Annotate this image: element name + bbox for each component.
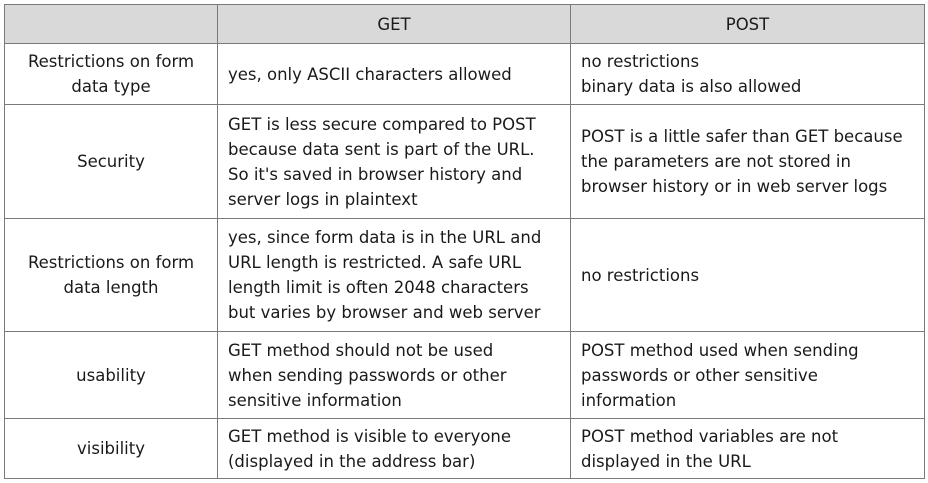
row-label-line: Security bbox=[77, 152, 145, 171]
header-post: POST bbox=[571, 5, 925, 44]
post-cell-line: POST is a little safer than GET because bbox=[581, 127, 903, 146]
get-cell-line: GET is less secure compared to POST bbox=[228, 114, 536, 134]
table-row-form-data-length bbox=[5, 219, 925, 332]
get-cell bbox=[218, 419, 571, 479]
get-cell-line: but varies by browser and web server bbox=[228, 303, 541, 322]
post-cell bbox=[571, 44, 925, 105]
post-cell bbox=[571, 332, 925, 419]
post-cell bbox=[571, 219, 925, 332]
get-cell-line: length limit is often 2048 characters bbox=[228, 278, 529, 297]
get-cell-line: (displayed in the address bar) bbox=[228, 451, 476, 471]
get-cell-line: GET method should not be used bbox=[228, 340, 494, 360]
get-cell bbox=[218, 332, 571, 419]
post-cell bbox=[571, 419, 925, 479]
get-cell-line: GET method is visible to everyone bbox=[228, 426, 512, 446]
header-corner-cell bbox=[5, 5, 218, 44]
post-cell-line: binary data is also allowed bbox=[581, 77, 802, 96]
row-label-line: visibility bbox=[77, 439, 145, 458]
post-cell-line: passwords or other sensitive bbox=[581, 365, 818, 385]
post-cell-line: no restrictions bbox=[581, 265, 700, 285]
row-label-cell bbox=[5, 419, 218, 479]
header-get: GET bbox=[218, 5, 571, 44]
comparison-page bbox=[4, 4, 925, 479]
get-cell-line: yes, only ASCII characters allowed bbox=[228, 64, 512, 84]
get-cell bbox=[218, 105, 571, 219]
post-cell bbox=[571, 105, 925, 219]
row-label-cell bbox=[5, 332, 218, 419]
get-cell-line: So it's saved in browser history and bbox=[228, 164, 523, 184]
post-cell-line: browser history or in web server logs bbox=[581, 177, 888, 196]
table-row-security bbox=[5, 105, 925, 219]
post-cell-line: POST method used when sending bbox=[581, 340, 859, 360]
table-row-form-data-type bbox=[5, 44, 925, 105]
get-cell bbox=[218, 44, 571, 105]
header-row bbox=[5, 5, 925, 44]
post-cell-line: displayed in the URL bbox=[581, 451, 751, 471]
row-label-line: usability bbox=[76, 365, 146, 385]
row-label-line: data length bbox=[63, 278, 159, 297]
get-cell bbox=[218, 219, 571, 332]
row-label-line: Restrictions on form bbox=[27, 52, 195, 71]
post-cell-line: the parameters are not stored in bbox=[581, 152, 851, 171]
row-label-cell bbox=[5, 105, 218, 219]
post-cell-line: POST method variables are not bbox=[581, 426, 839, 446]
get-cell-line: sensitive information bbox=[228, 390, 402, 410]
row-label-line: data type bbox=[71, 77, 151, 96]
row-label-line: Restrictions on form bbox=[27, 253, 195, 272]
get-cell-line: server logs in plaintext bbox=[228, 189, 418, 209]
row-label-cell bbox=[5, 219, 218, 332]
table-row-visibility bbox=[5, 419, 925, 479]
get-cell-line: when sending passwords or other bbox=[228, 365, 507, 385]
get-cell-line: URL length is restricted. A safe URL bbox=[228, 253, 522, 272]
get-cell-line: because data sent is part of the URL. bbox=[228, 139, 535, 159]
get-vs-post-table bbox=[4, 4, 925, 479]
post-cell-line: no restrictions bbox=[581, 52, 700, 71]
post-cell-line: information bbox=[581, 390, 677, 410]
table-row-usability bbox=[5, 332, 925, 419]
get-cell-line: yes, since form data is in the URL and bbox=[228, 228, 542, 247]
row-label-cell bbox=[5, 44, 218, 105]
